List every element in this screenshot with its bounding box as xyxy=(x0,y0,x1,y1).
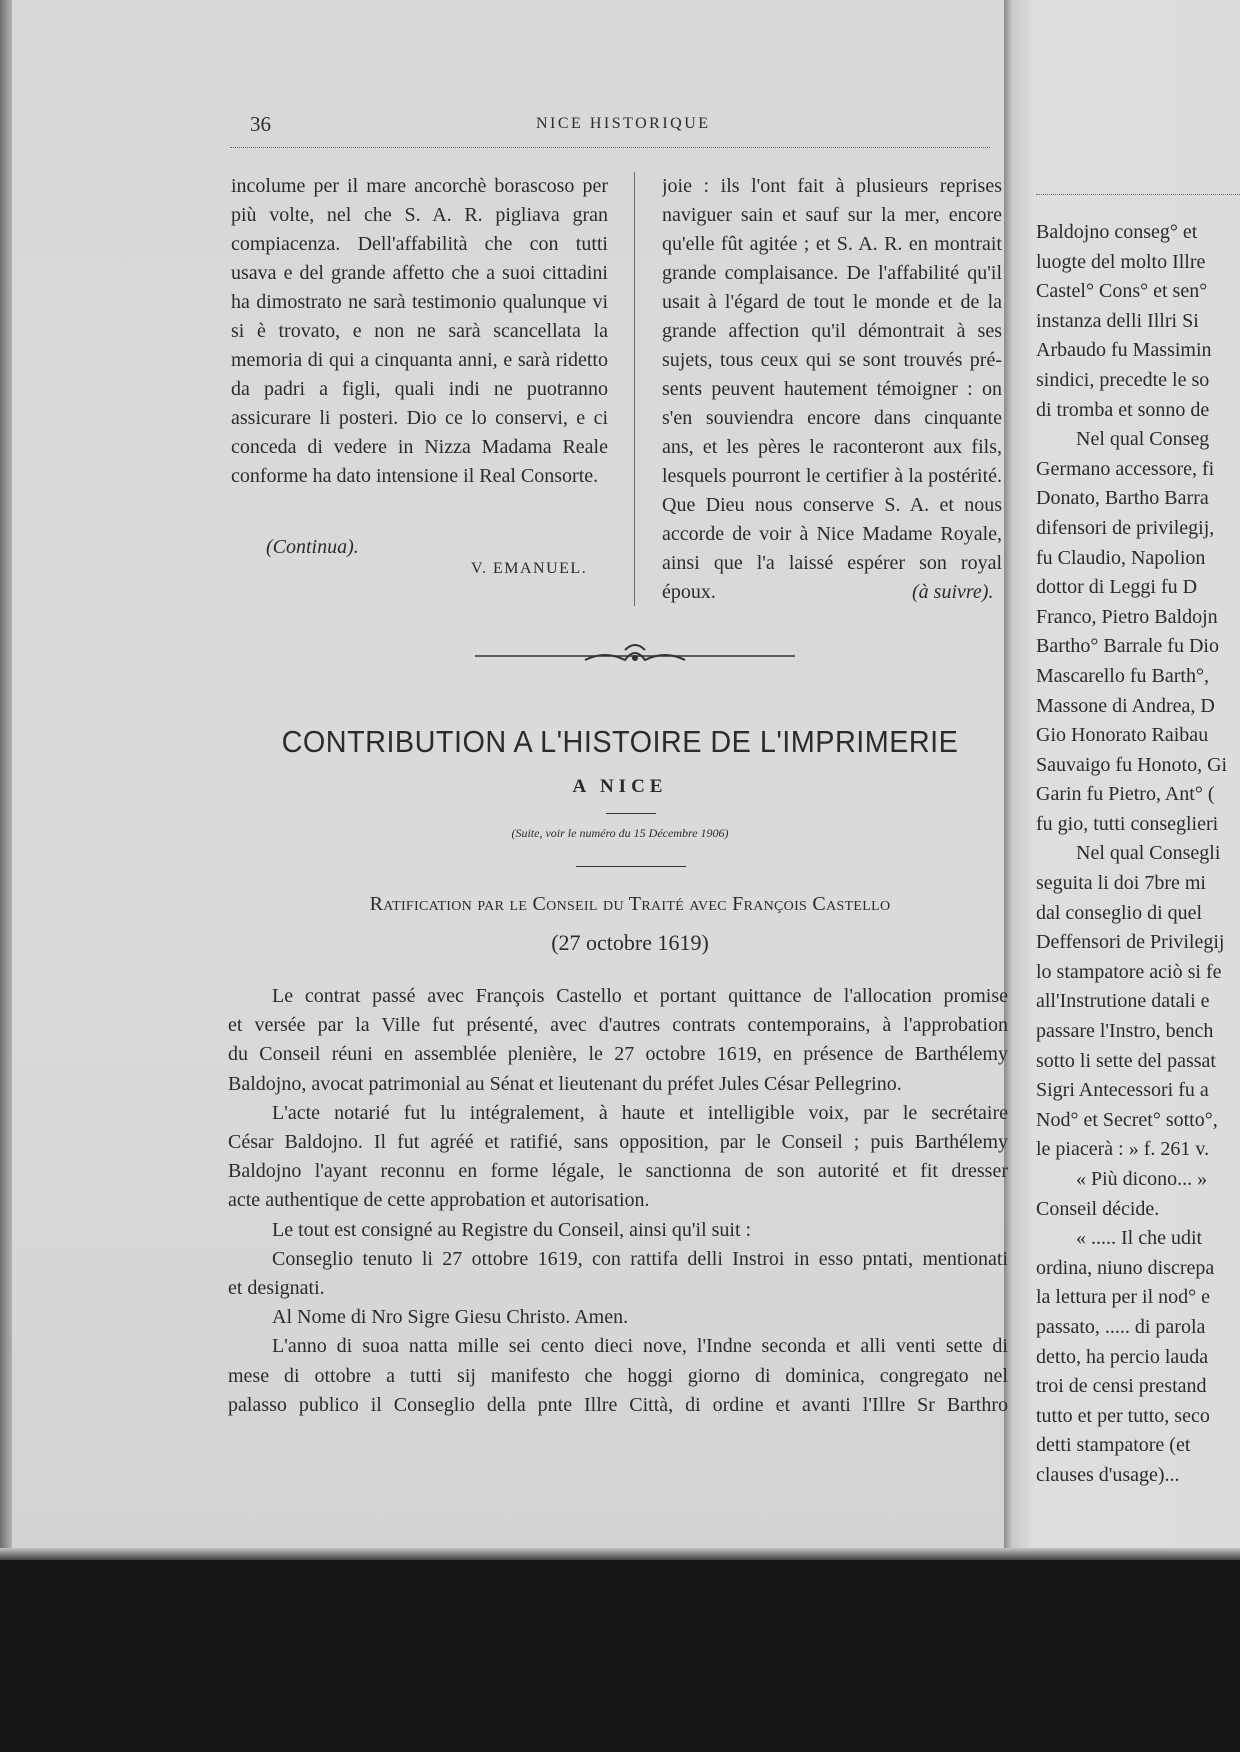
right-page-line: sotto li sette del passat xyxy=(1036,1049,1216,1072)
french-line: grande complaisance. De l'affabilité qu'il xyxy=(662,262,1002,284)
column-divider xyxy=(634,172,635,606)
right-page-line: dottor di Leggi fu D xyxy=(1036,576,1198,599)
italian-column xyxy=(231,172,608,491)
right-page xyxy=(1004,0,1240,1560)
french-column xyxy=(662,172,1002,607)
right-page-line: troi de censi prestand xyxy=(1036,1375,1207,1398)
right-page-line: « ..... Il che udit xyxy=(1076,1227,1203,1250)
french-line: sujets, tous ceux qui se sont trouvés pré- xyxy=(662,349,1002,371)
article-line: et versée par la Ville fut présenté, avec d'autres contrats contemporains, à l'approbation xyxy=(228,1014,1008,1037)
right-page-line: lo stampatore aciò si fe xyxy=(1036,960,1222,983)
right-page-line: Bartho° Barrale fu Dio xyxy=(1036,635,1219,658)
italian-paragraph: incolume per il mare ancorchè borascoso per più volte, nel che S. A. R. pigliava gran compiacenza. Dell'affabilità che con tutti usava e del grande affetto che a suoi cittadini ha dimostrato ne sarà testimonio qualunque vi si è trovato, e non ne sarà scancellata la memoria di qui a cinquanta anni, e sarà ridetto da padri a figli, quali indi ne puotranno assicurare li posteri. Dio ce lo conservi, e ci conceda di vedere in Nizza Madama Reale conforme ha dato intensione il Real Consorte. xyxy=(231,175,608,487)
french-line: ans, et les pères le raconteront aux fils, xyxy=(662,436,1002,458)
right-page-line: fu gio, tutti conseglieri xyxy=(1036,812,1219,835)
right-page-line: di tromba et sonno de xyxy=(1036,398,1210,421)
suite-note: (Suite, voir le numéro du 15 Décembre 1906) xyxy=(511,826,729,840)
right-page-line: Nel qual Conseg xyxy=(1076,428,1210,451)
article-line: Baldojno l'ayant reconnu en forme légale, le sanctionna de son autorité et fit dresser xyxy=(228,1160,1008,1183)
right-page-line: Germano accessore, fi xyxy=(1036,457,1215,480)
right-page-rule xyxy=(1036,194,1240,195)
right-page-line: Donato, Bartho Barra xyxy=(1036,487,1209,510)
french-line: Que Dieu nous conserve S. A. et nous xyxy=(662,494,1002,516)
right-page-line: instanza delli Illri Si xyxy=(1036,309,1199,332)
scanner-background xyxy=(0,1560,1240,1752)
short-rule xyxy=(576,866,686,867)
right-page-line: passato, ..... di parola xyxy=(1036,1315,1206,1338)
header-rule xyxy=(230,147,990,148)
french-line: grande affection qu'il démontrait à ses xyxy=(662,320,1002,342)
french-line: ainsi que l'a laissé espérer son royal xyxy=(662,552,1002,574)
suivre-note: (à suivre). xyxy=(912,581,994,603)
right-page-line: difensori de privilegij, xyxy=(1036,516,1215,539)
right-page-line: Arbaudo fu Massimin xyxy=(1036,339,1212,362)
article-line: L'acte notarié fut lu intégralement, à haute et intelligible voix, par le secrétaire xyxy=(272,1101,1008,1124)
french-line: s'en souviendra encore dans cinquante xyxy=(662,407,1002,429)
french-line: joie : ils l'ont fait à plusieurs reprises xyxy=(662,175,1002,197)
right-page-line: ordina, niuno discrepa xyxy=(1036,1256,1215,1279)
right-page-line: Massone di Andrea, D xyxy=(1036,694,1215,717)
article-line: du Conseil réuni en assemblée plenière, le 27 octobre 1619, en présence de Barthélemy xyxy=(228,1043,1008,1066)
article-body xyxy=(228,982,1008,1420)
right-page-line: Sigri Antecessori fu a xyxy=(1036,1079,1209,1102)
right-page-line: Nod° et Secret° sotto°, xyxy=(1036,1108,1218,1131)
right-page-text xyxy=(1036,218,1240,1491)
right-page-line: fu Claudio, Napolion xyxy=(1036,546,1206,569)
section-date: (27 octobre 1619) xyxy=(551,930,709,955)
section-title: Ratification par le Conseil du Traité avec François Castello xyxy=(369,893,891,915)
article-subtitle: A NICE xyxy=(572,776,668,797)
article-title: CONTRIBUTION A L'HISTOIRE DE L'IMPRIMERIE xyxy=(281,724,959,759)
page-header xyxy=(250,112,990,142)
right-page-line: « Più dicono... » xyxy=(1076,1168,1208,1190)
right-page-line: le piacerà : » f. 261 v. xyxy=(1036,1138,1210,1161)
right-page-line: Deffensori de Privilegij xyxy=(1036,931,1225,954)
right-page-line: Conseil décide. xyxy=(1036,1197,1160,1220)
running-head: NICE HISTORIQUE xyxy=(536,115,711,132)
article-line: palasso publico il Conseglio della pnte Illre Città, di ordine et avanti l'Illre Sr Barthro xyxy=(228,1393,1008,1416)
right-page-line: tutto et per tutto, seco xyxy=(1036,1404,1210,1427)
french-line: lesquels pourront le certifier à la postérité. xyxy=(662,465,1002,487)
french-line: naviguer sain et sauf sur la mer, encore xyxy=(662,204,1002,226)
french-line: sents peuvent hautement témoigner : on xyxy=(662,378,1002,400)
right-page-line: Nel qual Consegli xyxy=(1076,842,1221,865)
article-line: L'anno di suoa natta mille sei cento dieci nove, l'Indne seconda et alli venti sette di xyxy=(272,1335,1008,1358)
right-page-line: passare l'Instro, bench xyxy=(1036,1020,1214,1043)
article-line: Baldojno, avocat patrimonial au Sénat et lieutenant du préfet Jules César Pellegrino. xyxy=(228,1072,902,1095)
right-page-line: all'Instrutione datali e xyxy=(1036,990,1210,1013)
continua-note: (Continua). xyxy=(266,536,359,558)
right-page-line: luogte del molto Illre xyxy=(1036,250,1206,273)
right-page-line: Sauvaigo fu Honoto, Gi xyxy=(1036,753,1228,776)
right-page-line: seguita li doi 7bre mi xyxy=(1036,872,1206,895)
right-page-line: clauses d'usage)... xyxy=(1036,1463,1180,1486)
right-page-line: Castel° Cons° et sen° xyxy=(1036,280,1208,303)
right-page-line: detti stampatore (et xyxy=(1036,1434,1191,1457)
article-line: acte authentique de cette approbation et autorisation. xyxy=(228,1189,650,1212)
french-line: usait à l'égard de tout le monde et de la xyxy=(662,291,1002,313)
article-line: Le tout est consigné au Registre du Conseil, ainsi qu'il suit : xyxy=(272,1218,752,1241)
article-line: Al Nome di Nro Sigre Giesu Christo. Amen. xyxy=(272,1306,629,1329)
article-line: César Baldojno. Il fut agréé et ratifié, sans opposition, par le Conseil ; puis Barthélemy xyxy=(228,1131,1008,1154)
signature: V. EMANUEL. xyxy=(471,560,588,577)
french-last-word: époux. xyxy=(662,581,716,603)
short-rule xyxy=(606,813,656,814)
right-page-line: Gio Honorato Raibau xyxy=(1036,724,1209,747)
article-line: Conseglio tenuto li 27 ottobre 1619, con rattifa delli Instroi in esso pntati, mentionati xyxy=(272,1247,1008,1270)
right-page-line: Mascarello fu Barth°, xyxy=(1036,664,1209,687)
article-line: mese di ottobre a tutti sij manifesto che hoggi giorno di dominica, congregato nel xyxy=(228,1364,1008,1387)
right-page-line: Baldojno conseg° et xyxy=(1036,221,1198,243)
french-last-line xyxy=(662,578,1002,607)
right-page-line: Garin fu Pietro, Ant° ( xyxy=(1036,783,1215,806)
page-number: 36 xyxy=(250,112,271,136)
french-line: accorde de voir à Nice Madame Royale, xyxy=(662,523,1002,545)
french-line: qu'elle fût agitée ; et S. A. R. en montrait xyxy=(662,233,1002,255)
right-page-line: dal conseglio di quel xyxy=(1036,901,1203,924)
right-page-line: sindici, precedte le so xyxy=(1036,368,1210,391)
right-page-line: la lettura per il nod° e xyxy=(1036,1286,1211,1309)
right-page-line: detto, ha percio lauda xyxy=(1036,1345,1209,1368)
article-line: Le contrat passé avec François Castello et portant quittance de l'allocation promise xyxy=(272,985,1008,1007)
ornament-divider xyxy=(475,640,795,670)
right-page-line: Franco, Pietro Baldojn xyxy=(1036,605,1218,628)
article-line: et designati. xyxy=(228,1277,325,1300)
